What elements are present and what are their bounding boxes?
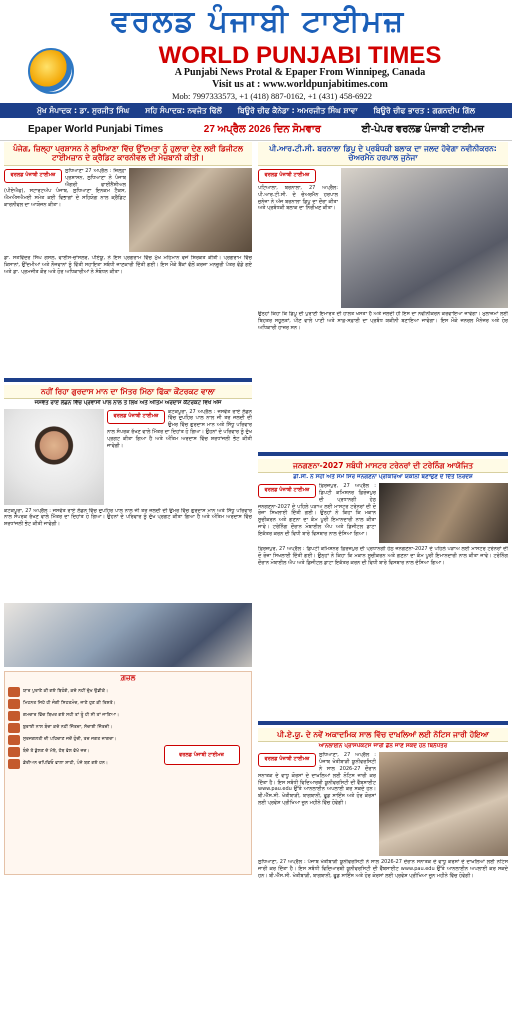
- r-story2-subhead: ਡੀ.ਸੀ. ਨੇ ਸਹੀ ਅਤੇ ਸਮੇਂ ਸਿਰ ਜਨਗਣਨਾ ਪ੍ਰਕਿਰਿਆ ਯਕੀਨੀ ਬਣਾਉਣ ਦੇ ਦਿੱਤੇ ਨਿਰਦੇਸ਼: [293, 474, 473, 481]
- r-story2-photo: [379, 483, 508, 543]
- bureau-canada: ਬਿਊਰੋ ਚੀਫ ਕੈਨੇਡਾ : ਅਮਰਜੀਤ ਸਿੰਘ ਸ਼ਾਵਾ: [237, 105, 358, 115]
- editor-sub: ਸਹਿ ਸੰਪਾਦਕ: ਨਵਜੋਤ ਢਿੱਲੋਂ: [145, 105, 222, 115]
- poem-line: ਡੋਰੀਅਨ ਚਪਿਵਿਓ ਵਾਲਾ ਸ਼ਾਹੀ, ਪੰਜੇ ਬਣ ਗਏ ਹਨ।: [8, 759, 152, 769]
- r-story3-body-text: ਲੁਧਿਆਣਾ, 27 ਅਪ੍ਰੈਲ : ਪੰਜਾਬ ਖੇਤੀਬਾੜੀ ਯੂਨੀਵਰਸਿਟੀ ਨੇ ਸਾਲ 2026-27 ਦੌਰਾਨ ਸਨਾਤਕ ਦੇ ਵਾਧੂ ਕੋਰਸਾਂ ਦੇ ਦਾਖ਼ਲਿਆਂ ਲਈ ਨੋਟਿਸ ਜਾਰੀ ਕਰ ਦਿੱਤਾ ਹੈ। ਇਸ ਸਬੰਧੀ ਵਿਦਿਆਰਥੀ ਯੂਨੀਵਰਸਿਟੀ ਦੀ ਵੈੱਬਸਾਈਟ www.pau.edu ਉੱਤੇ ਆਨਲਾਈਨ ਅਪਲਾਈ ਕਰ ਸਕਦੇ ਹਨ। ਬੀ.ਐੱਸ.ਸੀ. ਖੇਤੀਬਾੜੀ, ਬਾਗਬਾਨੀ, ਫੂਡ ਸਾਇੰਸ ਅਤੇ ਹੋਰ ਕੋਰਸਾਂ ਲਈ ਪ੍ਰਵੇਸ਼ ਪ੍ਰੀਖਿਆ ਜੂਨ ਮਹੀਨੇ ਵਿੱਚ ਹੋਵੇਗੀ।: [258, 751, 376, 807]
- story2-body-text: ਕੋਟਕਪੂਰਾ, 27 ਅਪ੍ਰੈਲ : ਜਸਵੰਤ ਰਾਏ ਲੰਡਨ ਵਿੱਚ ਦੁਪਹਿਰ ਪਾਲ ਨਾਲ ਜੀ ਤਰ ਜਲਦੀ ਦੀ ਉਮਰ ਵਿੱਚ ਗੁਰਦਾਸ ਮਾਨ ਅਤੇ ਸਿੱਧੂ ਪਰਿਵਾਰ ਨਾਲ ਸੰਪਰਕ ਰੱਖਣ ਵਾਲੇ ਮਿੱਤਰ ਦਾ ਦਿਹਾਂਤ ਹੋ ਗਿਆ। ਉਹਨਾਂ ਦੇ ਪਰਿਵਾਰ ਨੂੰ ਦੁੱਖ ਪ੍ਰਗਟ ਕੀਤਾ ਗਿਆ ਹੈ ਅਤੇ ਅੰਤਿਮ ਅਰਦਾਸ ਵਿੱਚ ਸ਼ਰਧਾਂਜਲੀ ਭੇਟ ਕੀਤੀ ਜਾਵੇਗੀ।: [107, 408, 252, 450]
- dateline-right: ਈ-ਪੇਪਰ ਵਰਲਡ ਪੰਜਾਬੀ ਟਾਈਮਜ਼: [361, 124, 484, 135]
- r-story2-headline[interactable]: ਜਨਗਣਨਾ-2027 ਸਬੰਧੀ ਮਾਸਟਰ ਟਰੇਨਰਾਂ ਦੀ ਟਰੇਨਿੰਗ ਆਯੋਜਿਤ: [258, 459, 508, 473]
- title-english: WORLD PUNJABI TIMES: [158, 42, 442, 69]
- poem-line: ਬੰਦੇ ਤੇ ਡੁੱਲਣ ਦੇ ਮੱਥੇ, ਹੱਥ ਵੱਲ ਵੇਖੇ ਜਦ।: [8, 747, 152, 757]
- r-story1-body: [258, 168, 338, 308]
- globe-logo-icon: [28, 48, 74, 94]
- r-story2-body-text: ਫ਼ਿਰੋਜ਼ਪੁਰ, 27 ਅਪ੍ਰੈਲ : ਡਿਪਟੀ ਕਮਿਸ਼ਨਰ ਫ਼ਿਰੋਜ਼ਪੁਰ ਦੀ ਪ੍ਰਧਾਨਗੀ ਹੇਠ ਜਨਗਣਨਾ-2027 ਦੇ ਪਹਿਲੇ ਪੜਾਅ ਲਈ ਮਾਸਟਰ ਟਰੇਨਰਾਂ ਦੀ ਦੋ ਰੋਜ਼ਾ ਸਿਖਲਾਈ ਦਿੱਤੀ ਗਈ। ਉਨ੍ਹਾਂ ਨੇ ਕਿਹਾ ਕਿ ਮਕਾਨ ਸੂਚੀਕਰਨ ਅਤੇ ਗਣਨਾ ਦਾ ਕੰਮ ਪੂਰੀ ਇਮਾਨਦਾਰੀ ਨਾਲ ਕੀਤਾ ਜਾਵੇ। ਟਰੇਨਿੰਗ ਦੌਰਾਨ ਮੋਬਾਈਲ ਐਪ ਅਤੇ ਡਿਜੀਟਲ ਡਾਟਾ ਇਕੱਤਰ ਕਰਨ ਦੀ ਵਿਧੀ ਬਾਰੇ ਵਿਸਥਾਰ ਨਾਲ ਦੱਸਿਆ ਗਿਆ।: [258, 482, 376, 538]
- tagline: A Punjabi News Protal & Epaper From Winnipeg, Canada: [174, 67, 426, 78]
- bullet-icon: [8, 747, 20, 757]
- bullet-icon: [8, 735, 20, 745]
- r-story1-photo: [341, 168, 508, 308]
- bullet-icon: [8, 759, 20, 769]
- poem-lines: [5, 685, 155, 771]
- bullet-icon: [8, 687, 20, 697]
- poem-line: ਗਮਚਾਰ ਵਿੱਚ ਬਿਖਰ ਗਏ ਸਹੀ ਤਾਂ ਤੂੰ ਹੀ ਸੀ ਤਾਂ ਜਾਣਿਆ।: [8, 711, 152, 721]
- right-column: [258, 142, 508, 1020]
- r-story2-body: [258, 483, 376, 543]
- divider-3: [258, 721, 508, 725]
- divider-2: [258, 452, 508, 456]
- bullet-icon: [8, 711, 20, 721]
- dateline: [0, 119, 512, 141]
- poem-line: ਯਾਰ ਪੁਰਾਣੇ ਕੀ ਗਏ ਬਿਹੰਗੇ, ਕਦੇ ਨਹੀਂ ਦੁੱਖ ਉਡੀਕੇ।: [8, 687, 152, 697]
- r-story3-headline[interactable]: ਪੀ.ਏ.ਯੂ. ਦੇ ਨਵੇਂ ਅਕਾਦਮਿਕ ਸਾਲ ਵਿੱਚ ਦਾਖ਼ਲਿਆਂ ਲਈ ਨੋਟਿਸ ਜਾਰੀ ਹੋਇਆ: [258, 728, 508, 742]
- title-punjabi: ਵਰਲਡ ਪੰਜਾਬੀ ਟਾਈਮਜ਼: [110, 4, 406, 39]
- story2-portrait: [4, 409, 104, 505]
- story2-headline[interactable]: ਨਹੀਂ ਰਿਹਾ ਗੁਰਦਾਸ ਮਾਨ ਦਾ ਮਿੱਤਰ ਮਿੱਠਾ ਫਿੱਕਾ ਕੌਂਟਰਕਟ ਵਾਲਾ: [4, 385, 252, 399]
- left-column: [4, 142, 252, 1020]
- story1-body: [4, 168, 126, 252]
- r-story3-body2: ਲੁਧਿਆਣਾ, 27 ਅਪ੍ਰੈਲ : ਪੰਜਾਬ ਖੇਤੀਬਾੜੀ ਯੂਨੀਵਰਸਿਟੀ ਨੇ ਸਾਲ 2026-27 ਦੌਰਾਨ ਸਨਾਤਕ ਦੇ ਵਾਧੂ ਕੋਰਸਾਂ ਦੇ ਦਾਖ਼ਲਿਆਂ ਲਈ ਨੋਟਿਸ ਜਾਰੀ ਕਰ ਦਿੱਤਾ ਹੈ। ਇਸ ਸਬੰਧੀ ਵਿਦਿਆਰਥੀ ਯੂਨੀਵਰਸਿਟੀ ਦੀ ਵੈੱਬਸਾਈਟ www.pau.edu ਉੱਤੇ ਆਨਲਾਈਨ ਅਪਲਾਈ ਕਰ ਸਕਦੇ ਹਨ। ਬੀ.ਐੱਸ.ਸੀ. ਖੇਤੀਬਾੜੀ, ਬਾਗਬਾਨੀ, ਫੂਡ ਸਾਇੰਸ ਅਤੇ ਹੋਰ ਕੋਰਸਾਂ ਲਈ ਪ੍ਰਵੇਸ਼ ਪ੍ਰੀਖਿਆ ਜੂਨ ਮਹੀਨੇ ਵਿੱਚ ਹੋਵੇਗੀ।: [258, 858, 508, 879]
- bullet-icon: [8, 699, 20, 709]
- poem-title: ਗ਼ਜ਼ਲ: [120, 673, 136, 682]
- story2-body: [107, 409, 252, 505]
- dateline-date: 27 ਅਪ੍ਰੈਲ 2026 ਦਿਨ ਸੋਮਵਾਰ: [203, 124, 321, 135]
- poem-line: ਸੁਰਜਗਲਤੀ ਦੀ ਪਹਿਚਾਣ ਜਦੋਂ ਹੁੰਦੀ, ਤਦ ਜਗਤ ਜਾਗਦਾ।: [8, 735, 152, 745]
- story1-body2: ਡਾ. ਸਤਵਿੰਦਰ ਸਿੰਘ ਗੋਸਲ, ਵਾਈਸ-ਚਾਂਸਲਰ, ਪੀਏਯੂ, ਨੇ ਇਸ ਪ੍ਰੋਗਰਾਮ ਵਿੱਚ ਮੁੱਖ ਮਹਿਮਾਨ ਵਜੋਂ ਸ਼ਿਰਕਤ ਕੀਤੀ। ਪ੍ਰੋਗਰਾਮ ਵਿੱਚ ਕਿਸਾਨਾਂ, ਉੱਦਮੀਆਂ ਅਤੇ ਨੌਜਵਾਨਾਂ ਨੂੰ ਵਿੱਤੀ ਸਹਾਇਤਾ ਸਬੰਧੀ ਜਾਣਕਾਰੀ ਦਿੱਤੀ ਗਈ। ਇਸ ਮੌਕੇ ਬੈਂਕਾਂ ਵੱਲੋਂ ਕਰਜ਼ਾ ਮਨਜ਼ੂਰੀ ਪੱਤਰ ਵੰਡੇ ਗਏ ਅਤੇ ਡਾ. ਪ੍ਰਮਜੀਤ ਕੌਰ ਅਤੇ ਹੋਰ ਅਧਿਕਾਰੀਆਂ ਨੇ ਸੰਬੋਧਨ ਕੀਤਾ।: [4, 254, 252, 275]
- paper-logo-icon-4: ਵਰਲਡ ਪੰਜਾਬੀ ਟਾਈਮਜ਼: [258, 169, 316, 183]
- bureau-india: ਬਿਊਰੋ ਚੀਫ ਭਾਰਤ : ਗਗਨਦੀਪ ਗਿੱਲ: [373, 105, 475, 115]
- poem-section: [4, 671, 252, 875]
- story1-body-text: ਲੁਧਿਆਣਾ 27 ਅਪ੍ਰੈਲ : ਜ਼ਿਲ੍ਹਾ ਪ੍ਰਸ਼ਾਸਨ, ਲੁਧਿਆਣਾ ਨੇ ਪੰਜਾਬ ਐਗਰੀ ਫਾਈਨੈਂਸ਼ੀਅਲ (ਪੀਏਐਫ), ਸਟਾਰਟਅੱਪ ਪੰਜਾਬ, ਲੁਧਿਆਣਾ ਇਨਕਮ ਟੈਕਸ, ਐਮਐਸਐਮਈ ਸਮੇਤ ਕਈ ਵਿਭਾਗਾਂ ਦੇ ਸਹਿਯੋਗ ਨਾਲ ਕ੍ਰੈਡਿਟ ਕਾਰਨੀਵਲ ਦਾ ਆਯੋਜਨ ਕੀਤਾ।: [4, 167, 126, 209]
- poem-line: ਬੁਰਾਈ ਨਾਲ ਬੰਦਾ ਕਦੇ ਨਹੀਂ ਜਿੱਤਦਾ, ਸੱਚਾਈ ਜਿੱਤਦੀ।: [8, 723, 152, 733]
- r-story3-subhead: ਆਨਲਾਈਨ ਪ੍ਰਾਸਪੈਕਟਸ ਜਾਰੀ ਡੌਨ ਜਾਣ ਸਕਦੇ ਹਨ ਬਿਨੈਪੱਤਰ: [318, 743, 448, 750]
- r-story1-body-text: ਪਟਿਆਲਾ, ਬਰਨਾਲਾ, 27 ਅਪ੍ਰੈਲ: ਪੀ.ਆਰ.ਟੀ.ਸੀ. ਦੇ ਚੇਅਰਮੈਨ ਹਰਪਾਲ ਜੁਨੇਜਾ ਨੇ ਅੱਜ ਬਰਨਾਲਾ ਡਿਪੂ ਦਾ ਦੌਰਾ ਕੀਤਾ ਅਤੇ ਪ੍ਰਬੰਧਕੀ ਬਲਾਕ ਦਾ ਨਿਰੀਖਣ ਕੀਤਾ।: [258, 184, 338, 212]
- contact-numbers: Mob: 7997333573, +1 (418) 887-0162, +1 (431) 458-6922: [171, 91, 373, 101]
- story2-subhead: ਜਸਵੰਤ ਰਾਏ ਲੰਡਨ ਵਿੱਚ ਪ੍ਰਵਾਸੀ ਪਾਲ ਨਾਲ ਤੇ ਲਿਖ ਅਤੇ ਅੰਤਿਮ ਅਰਦਾਸ ਕੌਂਟਰਕਟ ਵਿਖੇ ਅੱਜ: [34, 400, 222, 407]
- story1-photo: [129, 168, 252, 252]
- dateline-left: Epaper World Punjabi Times: [28, 124, 164, 135]
- r-story1-headline[interactable]: ਪੀ.ਆਰ.ਟੀ.ਸੀ. ਬਰਨਾਲਾ ਡਿਪੂ ਦੇ ਪ੍ਰਬੰਧਕੀ ਬਲਾਕ ਦਾ ਜਲਦ ਹੋਵੇਗਾ ਨਵੀਨੀਕਰਨ: ਚੇਅਰਮੈਨ ਹਰਪਾਲ ਜੁਨੇਜਾ: [258, 142, 508, 166]
- poem-line: ਮਿਹਨਤ ਜਿਹੇ ਹੀ ਜੰਗੀ ਸਿਹਤਮੰਦ, ਜਾਣੋ ਹੁਣ ਕੀ ਰਿਸ਼ਤੇ।: [8, 699, 152, 709]
- paper-logo-icon-6: ਵਰਲਡ ਪੰਜਾਬੀ ਟਾਈਮਜ਼: [258, 753, 316, 767]
- story1-headline[interactable]: ਪੰਜੇਗ, ਜ਼ਿਲ੍ਹਾ ਪ੍ਰਸ਼ਾਸਨ ਨੇ ਲੁਧਿਆਣਾ ਵਿੱਚ ਉੱਦਮਤਾ ਨੂੰ ਹੁਲਾਰਾ ਦੇਣ ਲਈ ਡਿਜੀਟਲ ਟਾਈਮਜ਼ਾਨ ਦੇ ਕ੍ਰੈਡਿਟ ਕਾਰਨੀਵਲ ਦੀ ਮੇਜ਼ਬਾਨੀ ਕੀਤੀ।: [4, 142, 252, 166]
- editorial-strip: [0, 103, 512, 118]
- paper-logo-icon-2: ਵਰਲਡ ਪੰਜਾਬੀ ਟਾਈਮਜ਼: [107, 410, 165, 424]
- r-story3-body: [258, 752, 376, 856]
- paper-logo-icon-5: ਵਰਲਡ ਪੰਜਾਬੀ ਟਾਈਮਜ਼: [258, 484, 316, 498]
- r-story2-body2: ਫ਼ਿਰੋਜ਼ਪੁਰ, 27 ਅਪ੍ਰੈਲ : ਡਿਪਟੀ ਕਮਿਸ਼ਨਰ ਫ਼ਿਰੋਜ਼ਪੁਰ ਦੀ ਪ੍ਰਧਾਨਗੀ ਹੇਠ ਜਨਗਣਨਾ-2027 ਦੇ ਪਹਿਲੇ ਪੜਾਅ ਲਈ ਮਾਸਟਰ ਟਰੇਨਰਾਂ ਦੀ ਦੋ ਰੋਜ਼ਾ ਸਿਖਲਾਈ ਦਿੱਤੀ ਗਈ। ਉਨ੍ਹਾਂ ਨੇ ਕਿਹਾ ਕਿ ਮਕਾਨ ਸੂਚੀਕਰਨ ਅਤੇ ਗਣਨਾ ਦਾ ਕੰਮ ਪੂਰੀ ਇਮਾਨਦਾਰੀ ਨਾਲ ਕੀਤਾ ਜਾਵੇ। ਟਰੇਨਿੰਗ ਦੌਰਾਨ ਮੋਬਾਈਲ ਐਪ ਅਤੇ ਡਿਜੀਟਲ ਡਾਟਾ ਇਕੱਤਰ ਕਰਨ ਦੀ ਵਿਧੀ ਬਾਰੇ ਵਿਸਥਾਰ ਨਾਲ ਦੱਸਿਆ ਗਿਆ।: [258, 545, 508, 566]
- story2-body2: ਕੋਟਕਪੂਰਾ, 27 ਅਪ੍ਰੈਲ : ਜਸਵੰਤ ਰਾਏ ਲੰਡਨ ਵਿੱਚ ਦੁਪਹਿਰ ਪਾਲ ਨਾਲ ਜੀ ਤਰ ਜਲਦੀ ਦੀ ਉਮਰ ਵਿੱਚ ਗੁਰਦਾਸ ਮਾਨ ਅਤੇ ਸਿੱਧੂ ਪਰਿਵਾਰ ਨਾਲ ਸੰਪਰਕ ਰੱਖਣ ਵਾਲੇ ਮਿੱਤਰ ਦਾ ਦਿਹਾਂਤ ਹੋ ਗਿਆ। ਉਹਨਾਂ ਦੇ ਪਰਿਵਾਰ ਨੂੰ ਦੁੱਖ ਪ੍ਰਗਟ ਕੀਤਾ ਗਿਆ ਹੈ ਅਤੇ ਅੰਤਿਮ ਅਰਦਾਸ ਵਿੱਚ ਸ਼ਰਧਾਂਜਲੀ ਭੇਟ ਕੀਤੀ ਜਾਵੇਗੀ।: [4, 507, 252, 528]
- r-story1-body2: ਉਨ੍ਹਾਂ ਕਿਹਾ ਕਿ ਡਿਪੂ ਦੀ ਪੁਰਾਣੀ ਇਮਾਰਤ ਦੀ ਹਾਲਤ ਖਸਤਾ ਹੈ ਅਤੇ ਜਲਦੀ ਹੀ ਇਸ ਦਾ ਨਵੀਨੀਕਰਨ ਕਰਵਾਇਆ ਜਾਵੇਗਾ। ਮੁਲਾਜ਼ਮਾਂ ਲਈ ਬਿਹਤਰ ਸਹੂਲਤਾਂ, ਪੀਣ ਵਾਲੇ ਪਾਣੀ ਅਤੇ ਸਾਫ਼-ਸਫ਼ਾਈ ਦਾ ਪ੍ਰਬੰਧ ਯਕੀਨੀ ਬਣਾਇਆ ਜਾਵੇਗਾ। ਇਸ ਮੌਕੇ ਜਨਰਲ ਮੈਨੇਜਰ ਅਤੇ ਹੋਰ ਅਧਿਕਾਰੀ ਹਾਜ਼ਰ ਸਨ।: [258, 310, 508, 331]
- r-story3-photo: [379, 752, 508, 856]
- story2-group-photo: [4, 603, 252, 667]
- paper-logo-icon-3: ਵਰਲਡ ਪੰਜਾਬੀ ਟਾਈਮਜ਼: [164, 745, 240, 765]
- masthead-logo: [8, 46, 94, 96]
- website-link[interactable]: Visit us at : www.worldpunjabitimes.com: [212, 79, 388, 90]
- paper-logo-icon: ਵਰਲਡ ਪੰਜਾਬੀ ਟਾਈਮਜ਼: [4, 169, 62, 183]
- editor-chief: ਮੁੱਖ ਸੰਪਾਦਕ : ਡਾ. ਸੁਰਜੀਤ ਸਿੰਘ: [37, 105, 130, 115]
- divider: [4, 378, 252, 382]
- bullet-icon: [8, 723, 20, 733]
